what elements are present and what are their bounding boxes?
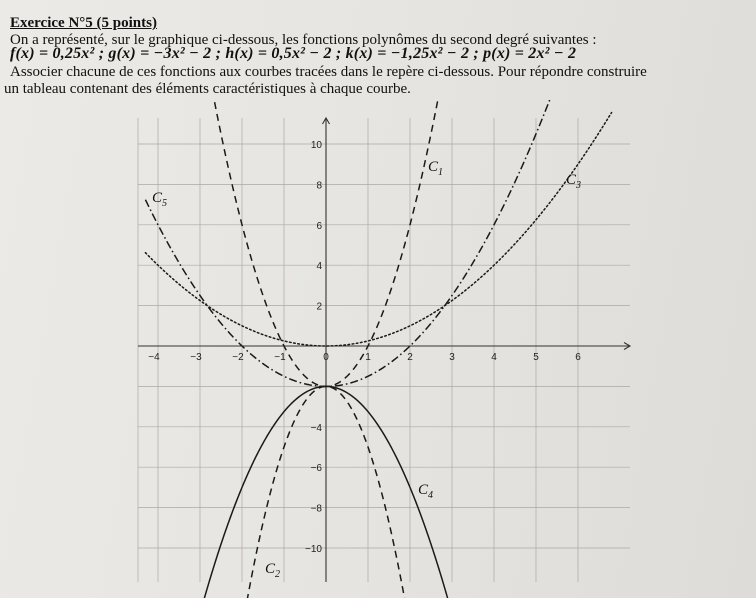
exercise-intro: On a représenté, sur le graphique ci-dessous, les fonctions polynômes du second degré suivantes : (10, 32, 597, 48)
grid (138, 118, 630, 582)
instruction-line-1: Associer chacune de ces fonctions aux courbes tracées dans le repère ci-dessous. Pour répondre construire (10, 64, 647, 80)
y-tick-label: 6 (316, 220, 322, 232)
x-tick-label: 3 (449, 352, 455, 363)
x-tick-label: 4 (491, 352, 497, 363)
y-tick-label: −4 (310, 422, 322, 434)
y-tick-label: 2 (316, 301, 322, 313)
curve-c2 (145, 386, 611, 598)
curve-labels (152, 159, 581, 580)
x-tick-label: 1 (365, 352, 371, 363)
curves (145, 0, 611, 598)
curve-c1 (145, 0, 611, 386)
y-tick-label: 4 (316, 261, 322, 273)
curve-c5 (145, 0, 611, 386)
curve-label-c1: $C_1$ (428, 159, 444, 178)
x-tick-label: 2 (407, 352, 413, 363)
curve-label-c5: $C_5$ (152, 190, 168, 209)
x-tick-label: −3 (190, 352, 202, 363)
y-tick-label: −6 (310, 463, 322, 475)
axes (138, 118, 630, 582)
curve-label-c4: $C_4$ (418, 482, 434, 501)
y-tick-label: −8 (310, 503, 322, 515)
curve-label-c3: $C_3$ (566, 172, 582, 191)
instruction-line-2: un tableau contenant des éléments caractéristiques à chaque courbe. (4, 81, 411, 97)
x-tick-label: 5 (533, 352, 539, 363)
curve-label-c2: $C_2$ (265, 561, 281, 580)
x-tick-label: 0 (323, 352, 329, 363)
y-tick-label: −10 (305, 544, 322, 555)
curve-c4 (145, 386, 611, 598)
functions-definitions: f(x) = 0,25x² ; g(x) = −3x² − 2 ; h(x) = 0,5x² − 2 ; k(x) = −1,25x² − 2 ; p(x) = 2x² − 2 (10, 45, 577, 62)
exercise-title: Exercice N°5 (5 points) (10, 15, 157, 31)
curve-c3 (145, 112, 611, 346)
x-tick-label: 6 (575, 352, 581, 363)
x-tick-label: −1 (274, 352, 286, 363)
y-tick-label: 10 (310, 140, 322, 151)
x-tick-label: −2 (232, 352, 244, 363)
y-tick-label: 8 (316, 180, 322, 192)
x-tick-label: −4 (148, 352, 160, 363)
tick-labels (148, 140, 581, 555)
